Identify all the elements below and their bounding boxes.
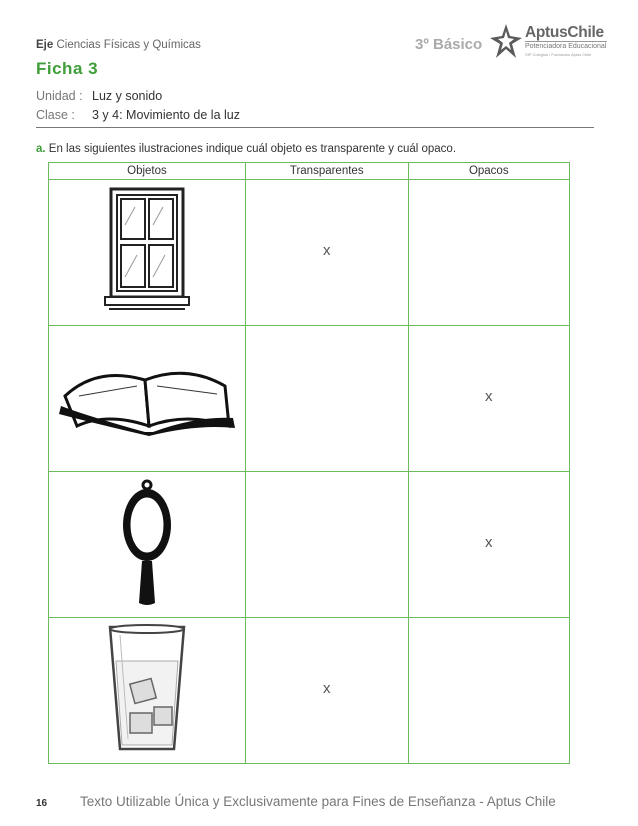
brand-small-text: SIP Colegios / Fundación Aptus Chile (525, 52, 592, 57)
opaco-cell (408, 618, 569, 764)
table-row (49, 618, 570, 764)
mirror-icon (117, 477, 177, 607)
table-row (49, 180, 570, 326)
header-objetos: Objetos (49, 163, 246, 180)
transparente-mark: x (322, 242, 331, 259)
header-transparentes: Transparentes (245, 163, 408, 180)
clase-label: Clase : (36, 108, 75, 122)
glass-icon (102, 621, 192, 755)
brand-divider (525, 41, 607, 42)
instruction (36, 143, 456, 155)
unidad-label: Unidad : (36, 89, 83, 103)
eje-label: Eje (36, 39, 54, 51)
opaco-mark: x (485, 388, 493, 405)
opaco-cell (408, 180, 569, 326)
footer-text: Texto Utilizable Única y Exclusivamente para Fines de Enseñanza - Aptus Chile (80, 794, 556, 809)
window-icon (97, 185, 197, 315)
transparente-cell (245, 618, 408, 764)
book-icon (57, 356, 237, 436)
transparente-cell (245, 180, 408, 326)
opaco-mark: x (485, 534, 493, 551)
brand-name: AptusChile (525, 24, 604, 41)
instruction-text: En las siguientes ilustraciones indique cuál objeto es transparente y cuál opaco. (48, 143, 457, 155)
transparente-mark: x (322, 680, 331, 697)
instruction-letter: a. (36, 143, 46, 155)
grade-label: 3º Básico (415, 36, 483, 53)
opaco-cell (408, 326, 569, 472)
table-row (49, 472, 570, 618)
header-divider (36, 127, 594, 128)
table-header-row (49, 163, 570, 180)
object-cell (49, 618, 246, 764)
transparente-cell (245, 326, 408, 472)
unidad-value: Luz y sonido (92, 89, 163, 103)
opaco-cell (408, 472, 569, 618)
object-cell (49, 472, 246, 618)
subject-line (36, 39, 201, 51)
transparente-cell (245, 472, 408, 618)
table-row (49, 326, 570, 472)
clase-value: 3 y 4: Movimiento de la luz (92, 108, 240, 122)
object-cell (49, 180, 246, 326)
classification-table (48, 162, 570, 764)
brand-tagline: Potenciadora Educacional (525, 43, 607, 50)
sheet-title: Ficha 3 (36, 59, 99, 78)
page-number: 16 (36, 798, 48, 809)
eje-text: Ciencias Físicas y Químicas (56, 39, 201, 51)
header-opacos: Opacos (408, 163, 569, 180)
object-cell (49, 326, 246, 472)
